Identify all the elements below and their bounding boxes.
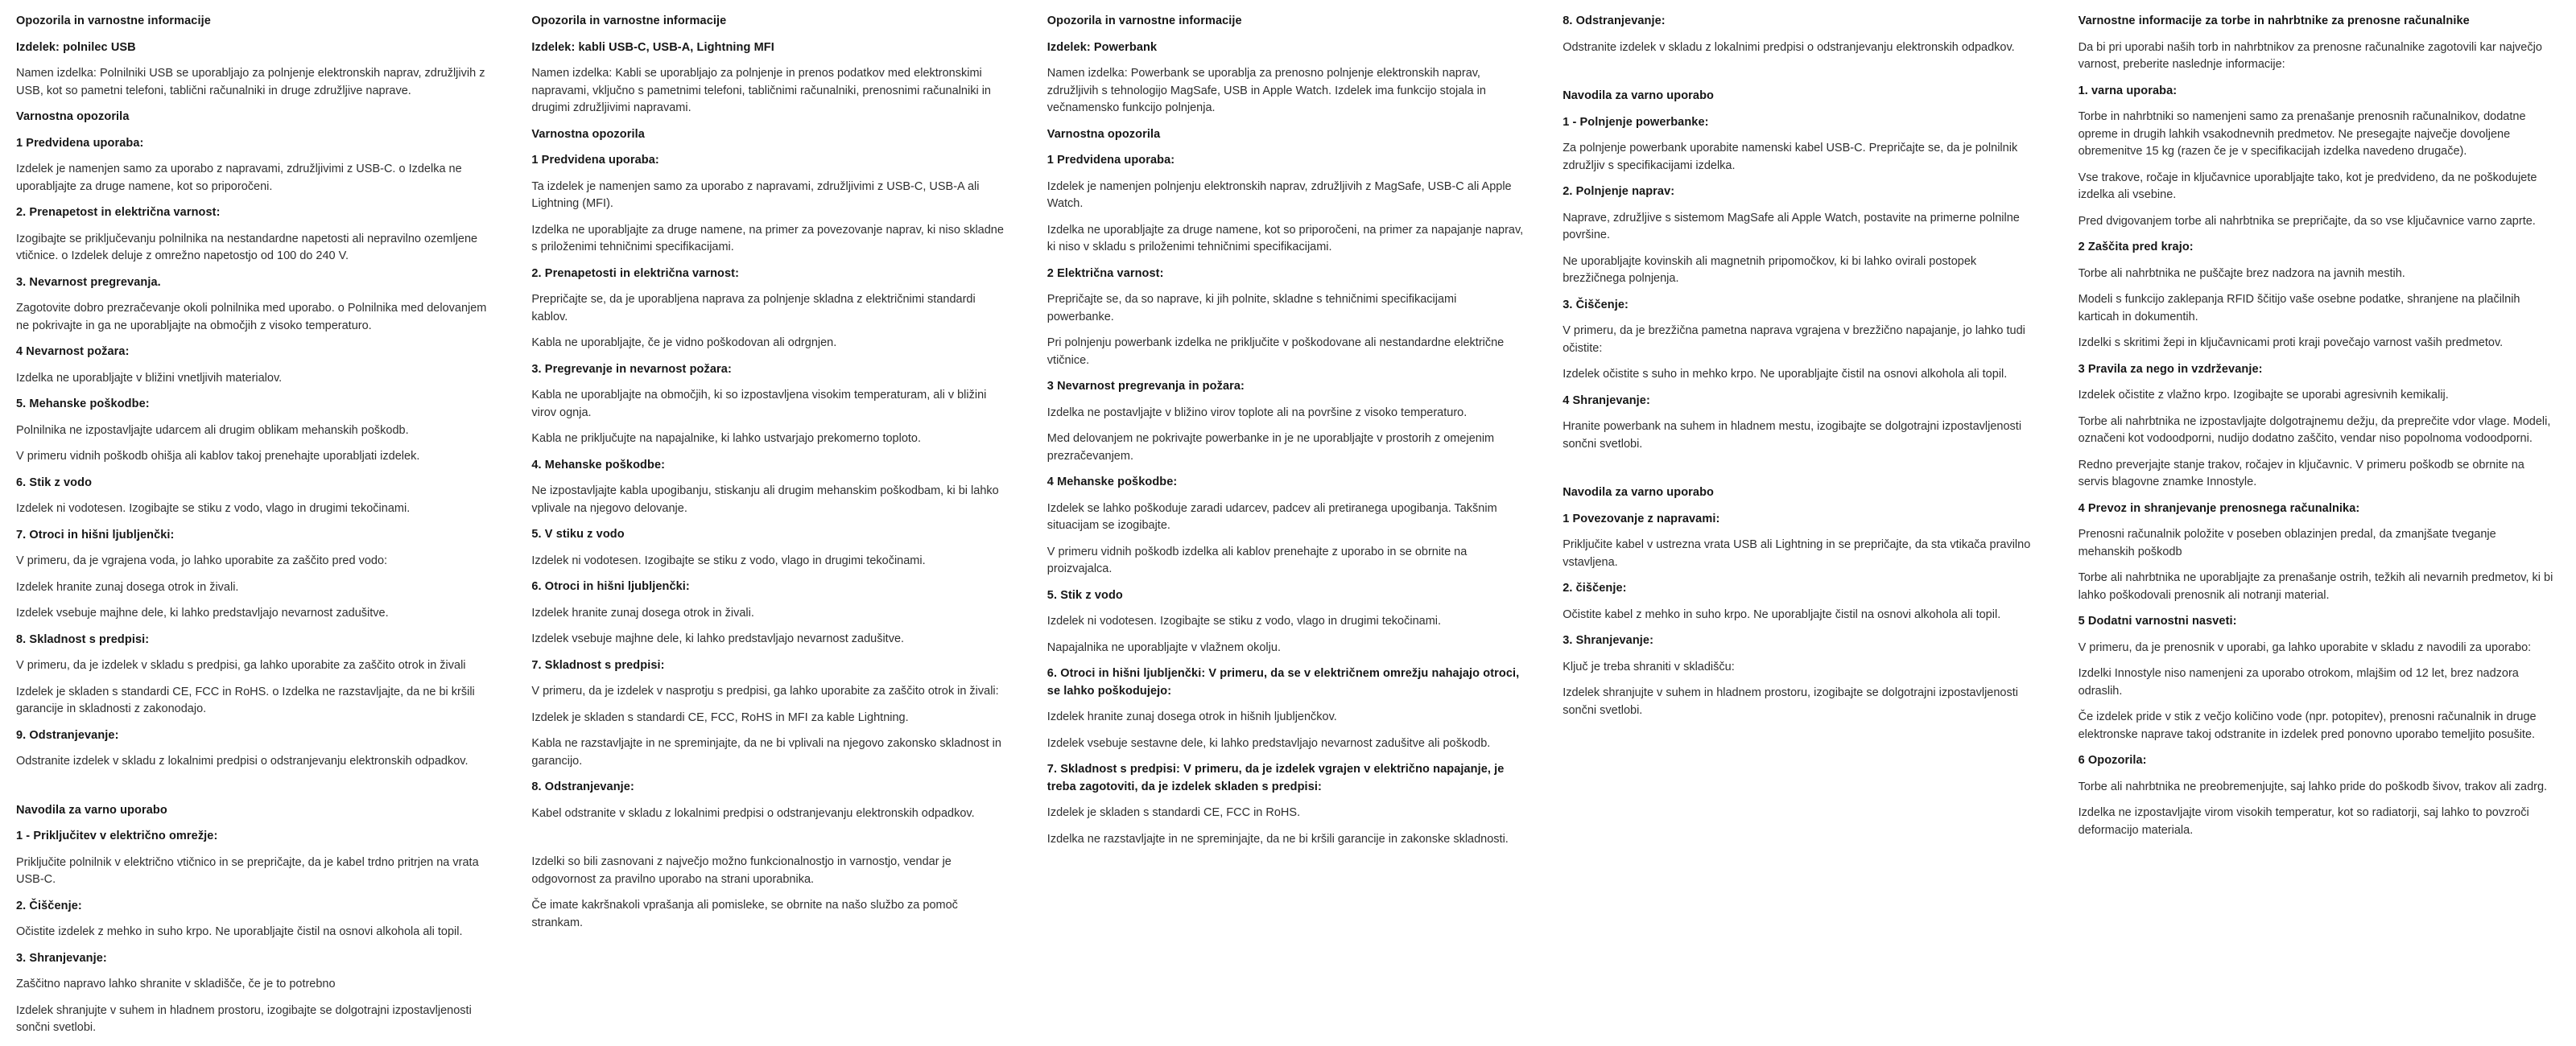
paragraph: Torbe ali nahrbtnika ne uporabljajte za prenašanje ostrih, težkih ali nevarnih predmetov, ki bi lahko poškodovali prenosnik ali notranji material. <box>2078 571 2553 602</box>
paragraph: Kabla ne uporabljajte, če je vidno poškodovan ali odrgnjen. <box>531 336 837 349</box>
paragraph: Prepričajte se, da je uporabljena naprava za polnjenje skladna z električnimi standardi kablov. <box>531 293 976 323</box>
section-heading: 9. Odstranjevanje: <box>16 728 119 742</box>
paragraph: Naprave, združljive s sistemom MagSafe ali Apple Watch, postavite na primerne polnilne površine. <box>1563 211 2020 241</box>
paragraph: Izdelek je skladen s standardi CE, FCC, RoHS in MFI za kable Lightning. <box>531 710 909 724</box>
paragraph: Priključite polnilnik v električno vtičnico in se prepričajte, da je kabel trdno pritrjen na vrata USB-C. <box>16 855 479 886</box>
paragraph: Izogibajte se priključevanju polnilnika na nestandardne napetosti ali nepravilno ozemljene vtičnice. o Izdelek deluje z omrežno napetostjo od 100 do 240 V. <box>16 232 478 262</box>
paragraph: Izdelek je skladen s standardi CE, FCC in RoHS. o Izdelka ne razstavljajte, da ne bi kršili garancije in skladnosti z zakonodajo. <box>16 685 475 715</box>
paragraph: Ta izdelek je namenjen samo za uporabo z napravami, združljivimi z USB-C, USB-A ali Lightning (MFI). <box>531 179 980 210</box>
section-heading: 1. varna uporaba: <box>2078 84 2178 97</box>
section-heading: Opozorila in varnostne informacije <box>531 14 727 27</box>
section-heading: 6. Otroci in hišni ljubljenčki: <box>531 580 690 593</box>
paragraph: Priključite kabel v ustrezna vrata USB ali Lightning in se prepričajte, da sta vtikača pravilno vstavljena. <box>1563 538 2031 569</box>
section-heading: 5. Mehanske poškodbe: <box>16 397 150 410</box>
paragraph: V primeru, da je brezžična pametna naprava vgrajena v brezžično napajanje, jo lahko tudi očistite: <box>1563 324 2025 355</box>
paragraph: Izdelek se lahko poškoduje zaradi udarcev, padcev ali pretiranega upogibanja. Takšnim situacijam se izogibajte. <box>1046 501 1497 532</box>
paragraph: Izdelka ne izpostavljajte virom visokih temperatur, kot so radiatorji, saj lahko to povzroči deformacijo materiala. <box>2078 806 2529 837</box>
section-heading: 2. Prenapetosti in električna varnost: <box>531 266 740 280</box>
section-heading: Navodila za varno uporabo <box>16 803 167 817</box>
paragraph: Izdelka ne uporabljajte za druge namene, na primer za povezovanje naprav, ki niso skladne s priloženimi tehničnimi specifikacijami. <box>531 223 1004 253</box>
paragraph: Torbe ali nahrbtnika ne preobremenjujte, saj lahko pride do poškodb šivov, trakov ali zadrg. <box>2078 780 2548 793</box>
paragraph: Izdelki Innostyle niso namenjeni za uporabo otrokom, mlajšim od 12 let, brez nadzora odraslih. <box>2078 667 2519 698</box>
section-heading: 8. Odstranjevanje: <box>531 780 634 793</box>
paragraph: Ne izpostavljajte kabla upogibanju, stiskanju ali drugim mehanskim poškodbam, ki bi lahko vplivale na njegovo delovanje. <box>531 484 999 515</box>
paragraph: Izdelek hranite zunaj dosega otrok in hišnih ljubljenčkov. <box>1046 710 1337 723</box>
section-heading: 3. Čiščenje: <box>1563 298 1629 311</box>
paragraph: Izdelek vsebuje majhne dele, ki lahko predstavljajo nevarnost zadušitve. <box>16 607 389 620</box>
section-heading: 2 Električna varnost: <box>1046 266 1164 280</box>
section-heading: 8. Odstranjevanje: <box>1563 14 1666 27</box>
column-laptop-bags-safety <box>2079 13 2555 848</box>
paragraph: Namen izdelka: Powerbank se uporablja za prenosno polnjenje elektronskih naprav, združljivih s tehnologijo MagSafe, USB in Apple Watch. Izdelek ima funkcijo stojala in večnamensko funkcijo polnjenja. <box>1046 67 1486 114</box>
paragraph: V primeru vidnih poškodb ohišja ali kablov takoj prenehajte uporabljati izdelek. <box>16 450 420 463</box>
paragraph: Med delovanjem ne pokrivajte powerbanke in je ne uporabljajte v prostorih z omejenim prezračevanjem. <box>1046 432 1495 463</box>
paragraph: Izdelek je skladen s standardi CE, FCC in RoHS. <box>1046 806 1301 819</box>
section-heading: 5 Dodatni varnostni nasveti: <box>2078 615 2237 628</box>
paragraph: Kabla ne priključujte na napajalnike, ki lahko ustvarjajo prekomerno toploto. <box>531 432 922 445</box>
section-heading: 5. V stiku z vodo <box>531 528 625 541</box>
paragraph: Očistite kabel z mehko in suho krpo. Ne uporabljajte čistil na osnovi alkohola ali topil. <box>1563 607 2001 621</box>
section-heading: 2. Polnjenje naprav: <box>1563 185 1675 198</box>
section-heading: 4. Mehanske poškodbe: <box>531 458 666 472</box>
section-heading: Izdelek: polnilec USB <box>16 40 136 54</box>
section-heading: Izdelek: kabli USB-C, USB-A, Lightning MFI <box>531 40 774 54</box>
paragraph: Izdelek shranjujte v suhem in hladnem prostoru, izogibajte se dolgotrajni izpostavljenosti sončni svetlobi. <box>1563 686 2018 717</box>
spacer <box>16 780 493 802</box>
section-heading: 2 Zaščita pred krajo: <box>2078 241 2194 253</box>
section-heading: 4 Nevarnost požara: <box>16 345 130 358</box>
paragraph: Izdelek je namenjen samo za uporabo z napravami, združljivimi z USB-C. o Izdelka ne uporabljajte za druge namene, kot so priporočeni. <box>16 163 462 193</box>
paragraph: Če imate kakršnakoli vprašanja ali pomisleke, se obrnite na našo službo za pomoč strankam. <box>531 899 958 929</box>
section-heading: 3 Pravila za nego in vzdrževanje: <box>2078 362 2263 376</box>
paragraph: Za polnjenje powerbank uporabite namenski kabel USB-C. Prepričajte se, da je polnilnik združljiv s specifikacijami izdelka. <box>1563 142 2018 172</box>
paragraph: Izdelki so bili zasnovani z največjo možno funkcionalnostjo in varnostjo, vendar je odgovornost za pravilno uporabo na strani uporabnika. <box>531 855 952 886</box>
paragraph: Vse trakove, ročaje in ključavnice uporabljajte tako, kot je predvideno, da ne poškodujete izdelka ali vsebine. <box>2078 171 2537 201</box>
paragraph: Pri polnjenju powerbank izdelka ne priključite v poškodovane ali nestandardne električne vtičnice. <box>1046 336 1505 367</box>
paragraph: Izdelek shranjujte v suhem in hladnem prostoru, izogibajte se dolgotrajni izpostavljenosti sončni svetlobi. <box>16 1003 472 1034</box>
section-heading: Varnostne informacije za torbe in nahrbtnike za prenosne računalnike <box>2078 14 2470 27</box>
paragraph: Odstranite izdelek v skladu z lokalnimi predpisi o odstranjevanju elektronskih odpadkov. <box>16 755 469 768</box>
paragraph: Izdelki s skritimi žepi in ključavnicami proti kraji povečajo varnost vaših predmetov. <box>2078 336 2504 349</box>
paragraph: Izdelek očistite s suho in mehko krpo. Ne uporabljajte čistil na osnovi alkohola ali topil. <box>1563 368 2008 381</box>
spacer <box>1563 462 2039 484</box>
section-heading: Izdelek: Powerbank <box>1046 40 1158 54</box>
paragraph: Napajalnika ne uporabljajte v vlažnem okolju. <box>1046 640 1281 654</box>
section-heading: 2. Čiščenje: <box>16 899 82 912</box>
paragraph: Izdelek ni vodotesen. Izogibajte se stiku z vodo, vlago in drugimi tekočinami. <box>1046 615 1442 628</box>
section-heading: 8. Skladnost s predpisi: <box>16 632 150 646</box>
section-heading: 1 Predvidena uporaba: <box>531 154 659 167</box>
section-heading: Navodila za varno uporabo <box>1563 486 1715 499</box>
section-heading: 1 Povezovanje z napravami: <box>1563 512 1720 525</box>
paragraph: Izdelek hranite zunaj dosega otrok in živali. <box>531 606 754 620</box>
paragraph: Torbe ali nahrbtnika ne puščajte brez nadzora na javnih mestih. <box>2078 266 2405 280</box>
section-heading: 3 Nevarnost pregrevanja in požara: <box>1046 380 1245 393</box>
paragraph: Kabel odstranite v skladu z lokalnimi predpisi o odstranjevanju elektronskih odpadkov. <box>531 806 975 820</box>
paragraph: Redno preverjajte stanje trakov, ročajev in ključavnic. V primeru poškodb se obrnite na servis blagovne znamke Innostyle. <box>2078 458 2524 488</box>
section-heading: Varnostna opozorila <box>1046 127 1161 141</box>
column-powerbank-usage-continued <box>1563 13 2039 728</box>
section-heading: 6. Otroci in hišni ljubljenčki: V primeru, da se v električnem omrežju nahajajo otroci, se lahko poškodujejo: <box>1046 667 1520 698</box>
paragraph: Če izdelek pride v stik z večjo količino vode (npr. potopitev), prenosni računalnik in druge elektronske naprave takoj odstranite in izdelek pred ponovno uporabo temeljito posušite. <box>2078 710 2537 741</box>
paragraph: V primeru vidnih poškodb izdelka ali kablov prenehajte z uporabo in se obrnite na proizvajalca. <box>1046 545 1468 575</box>
paragraph: Izdelka ne razstavljajte in ne spreminjajte, da ne bi kršili garancije in zakonske skladnosti. <box>1046 832 1509 846</box>
paragraph: V primeru, da je izdelek v nasprotju s predpisi, ga lahko uporabite za zaščito otrok in živali: <box>531 685 999 698</box>
paragraph: Zagotovite dobro prezračevanje okoli polnilnika med uporabo. o Polnilnika med delovanjem ne pokrivajte in ga ne uporabljajte na območjih z visoko temperaturo. <box>16 302 487 332</box>
section-heading: 7. Skladnost s predpisi: V primeru, da je izdelek vgrajen v električno napajanje, je treba zagotoviti, da je izdelek skladen s predpisi: <box>1046 763 1505 793</box>
column-usb-charger-safety <box>16 13 493 1046</box>
section-heading: 1 - Priključitev v električno omrežje: <box>16 830 218 842</box>
section-heading: 1 Predvidena uporaba: <box>16 136 144 150</box>
paragraph: Izdelek ni vodotesen. Izogibajte se stiku z vodo, vlago in drugimi tekočinami. <box>16 502 411 515</box>
section-heading: Opozorila in varnostne informacije <box>1046 14 1242 27</box>
paragraph: Izdelek hranite zunaj dosega otrok in živali. <box>16 580 239 594</box>
section-heading: 3. Pregrevanje in nevarnost požara: <box>531 362 732 376</box>
section-heading: 4 Mehanske poškodbe: <box>1046 476 1178 488</box>
section-heading: 3. Shranjevanje: <box>1563 634 1654 647</box>
paragraph: Prepričajte se, da so naprave, ki jih polnite, skladne s tehničnimi specifikacijami powerbanke. <box>1046 293 1457 323</box>
section-heading: 1 - Polnjenje powerbanke: <box>1563 115 1709 129</box>
paragraph: Polnilnika ne izpostavljajte udarcem ali drugim oblikam mehanskih poškodb. <box>16 423 409 437</box>
paragraph: Da bi pri uporabi naših torb in nahrbtnikov za prenosne računalnike zagotovili kar največjo varnost, preberite naslednje informacije: <box>2078 40 2542 71</box>
section-heading: 7. Skladnost s predpisi: <box>531 658 665 672</box>
section-heading: 7. Otroci in hišni ljubljenčki: <box>16 528 175 542</box>
paragraph: Zaščitno napravo lahko shranite v skladišče, če je to potrebno <box>16 978 336 990</box>
section-heading: 3. Nevarnost pregrevanja. <box>16 275 161 289</box>
paragraph: Kabla ne razstavljajte in ne spreminjajte, da ne bi vplivali na njegovo zakonsko skladnost in garancijo. <box>531 737 1001 768</box>
section-heading: 6. Stik z vodo <box>16 476 93 489</box>
section-heading: Opozorila in varnostne informacije <box>16 14 211 27</box>
paragraph: Prenosni računalnik položite v poseben oblazinjen predal, da zmanjšate tveganje mehanskih poškodb <box>2078 528 2496 558</box>
section-heading: 2. Prenapetost in električna varnost: <box>16 206 221 219</box>
paragraph: Namen izdelka: Kabli se uporabljajo za polnjenje in prenos podatkov med elektronskimi napravami, vključno s pametnimi telefoni, tabličnimi računalniki, prenosnimi računalniki in drugimi združljivimi napravami. <box>531 67 991 114</box>
paragraph: Torbe ali nahrbtnika ne izpostavljajte dolgotrajnemu dežju, da preprečite vdor vlage. Modeli, označeni kot vodoodporni, nudijo dodatno zaščito, vendar niso popolnoma vodoodporni. <box>2078 414 2551 445</box>
paragraph: Izdelek je namenjen polnjenju elektronskih naprav, združljivih z MagSafe, USB-C ali Apple Watch. <box>1046 179 1512 210</box>
paragraph: Modeli s funkcijo zaklepanja RFID ščitijo vaše osebne podatke, shranjene na plačilnih karticah in dokumentih. <box>2078 293 2520 323</box>
paragraph: V primeru, da je prenosnik v uporabi, ga lahko uporabite v skladu z navodili za uporabo: <box>2078 640 2532 654</box>
paragraph: Ne uporabljajte kovinskih ali magnetnih pripomočkov, ki bi lahko ovirali postopek brezžičnega polnjenja. <box>1563 254 1977 285</box>
section-heading: Varnostna opozorila <box>531 127 645 141</box>
paragraph: Izdelka ne postavljajte v bližino virov toplote ali na površine z visoko temperaturo. <box>1046 406 1468 419</box>
column-powerbank-safety <box>1047 13 1524 857</box>
paragraph: Izdelek ni vodotesen. Izogibajte se stiku z vodo, vlago in drugimi tekočinami. <box>531 554 926 567</box>
paragraph: Izdelek vsebuje majhne dele, ki lahko predstavljajo nevarnost zadušitve. <box>531 632 905 645</box>
spacer <box>531 831 1008 854</box>
section-heading: 6 Opozorila: <box>2078 754 2147 767</box>
spacer <box>1563 65 2039 88</box>
section-heading: 4 Prevoz in shranjevanje prenosnega računalnika: <box>2078 501 2360 515</box>
section-heading: Navodila za varno uporabo <box>1563 89 1715 102</box>
section-heading: 2. čiščenje: <box>1563 582 1627 595</box>
paragraph: Hranite powerbank na suhem in hladnem mestu, izogibajte se dolgotrajni izpostavljenosti sončni svetlobi. <box>1563 420 2022 451</box>
section-heading: 4 Shranjevanje: <box>1563 393 1650 407</box>
paragraph: Izdelka ne uporabljajte v bližini vnetljivih materialov. <box>16 371 283 385</box>
document-columns <box>16 13 2555 1046</box>
section-heading: 3. Shranjevanje: <box>16 951 107 965</box>
section-heading: Varnostna opozorila <box>16 110 130 123</box>
section-heading: 5. Stik z vodo <box>1046 588 1123 602</box>
paragraph: Izdelek vsebuje sestavne dele, ki lahko predstavljajo nevarnost zadušitve ali poškodb. <box>1046 736 1491 750</box>
paragraph: Izdelek očistite z vlažno krpo. Izogibajte se uporabi agresivnih kemikalij. <box>2078 389 2449 402</box>
paragraph: Namen izdelka: Polnilniki USB se uporabljajo za polnjenje elektronskih naprav, združljivih z USB, kot so pametni telefoni, tablični računalniki in druge združljive naprave. <box>16 67 485 97</box>
paragraph: Kabla ne uporabljajte na območjih, ki so izpostavljena visokim temperaturam, ali v bližini virov ognja. <box>531 389 987 419</box>
column-cables-safety <box>531 13 1008 941</box>
paragraph: Odstranite izdelek v skladu z lokalnimi predpisi o odstranjevanju elektronskih odpadkov. <box>1563 40 2015 54</box>
paragraph: Izdelka ne uporabljajte za druge namene, kot so priporočeni, na primer za napajanje naprav, ki niso v skladu s priloženimi tehničnimi specifikacijami. <box>1046 223 1524 253</box>
paragraph: V primeru, da je vgrajena voda, jo lahko uporabite za zaščito pred vodo: <box>16 554 388 567</box>
paragraph: V primeru, da je izdelek v skladu s predpisi, ga lahko uporabite za zaščito otrok in živali <box>16 659 466 672</box>
paragraph: Pred dvigovanjem torbe ali nahrbtnika se prepričajte, da so vse ključavnice varno zaprte. <box>2078 214 2536 228</box>
section-heading: 1 Predvidena uporaba: <box>1046 154 1175 167</box>
paragraph: Očistite izdelek z mehko in suho krpo. Ne uporabljajte čistil na osnovi alkohola ali topil. <box>16 925 463 938</box>
paragraph: Ključ je treba shraniti v skladišču: <box>1563 660 1735 673</box>
paragraph: Torbe in nahrbtniki so namenjeni samo za prenašanje prenosnih računalnikov, dodatne opreme in drugih lahkih vsakodnevnih predmetov. Ne presegajte največje dovoljene obremenitve 15 kg (razen če je v specifikacijah izdelka navedeno drugače). <box>2078 110 2526 158</box>
